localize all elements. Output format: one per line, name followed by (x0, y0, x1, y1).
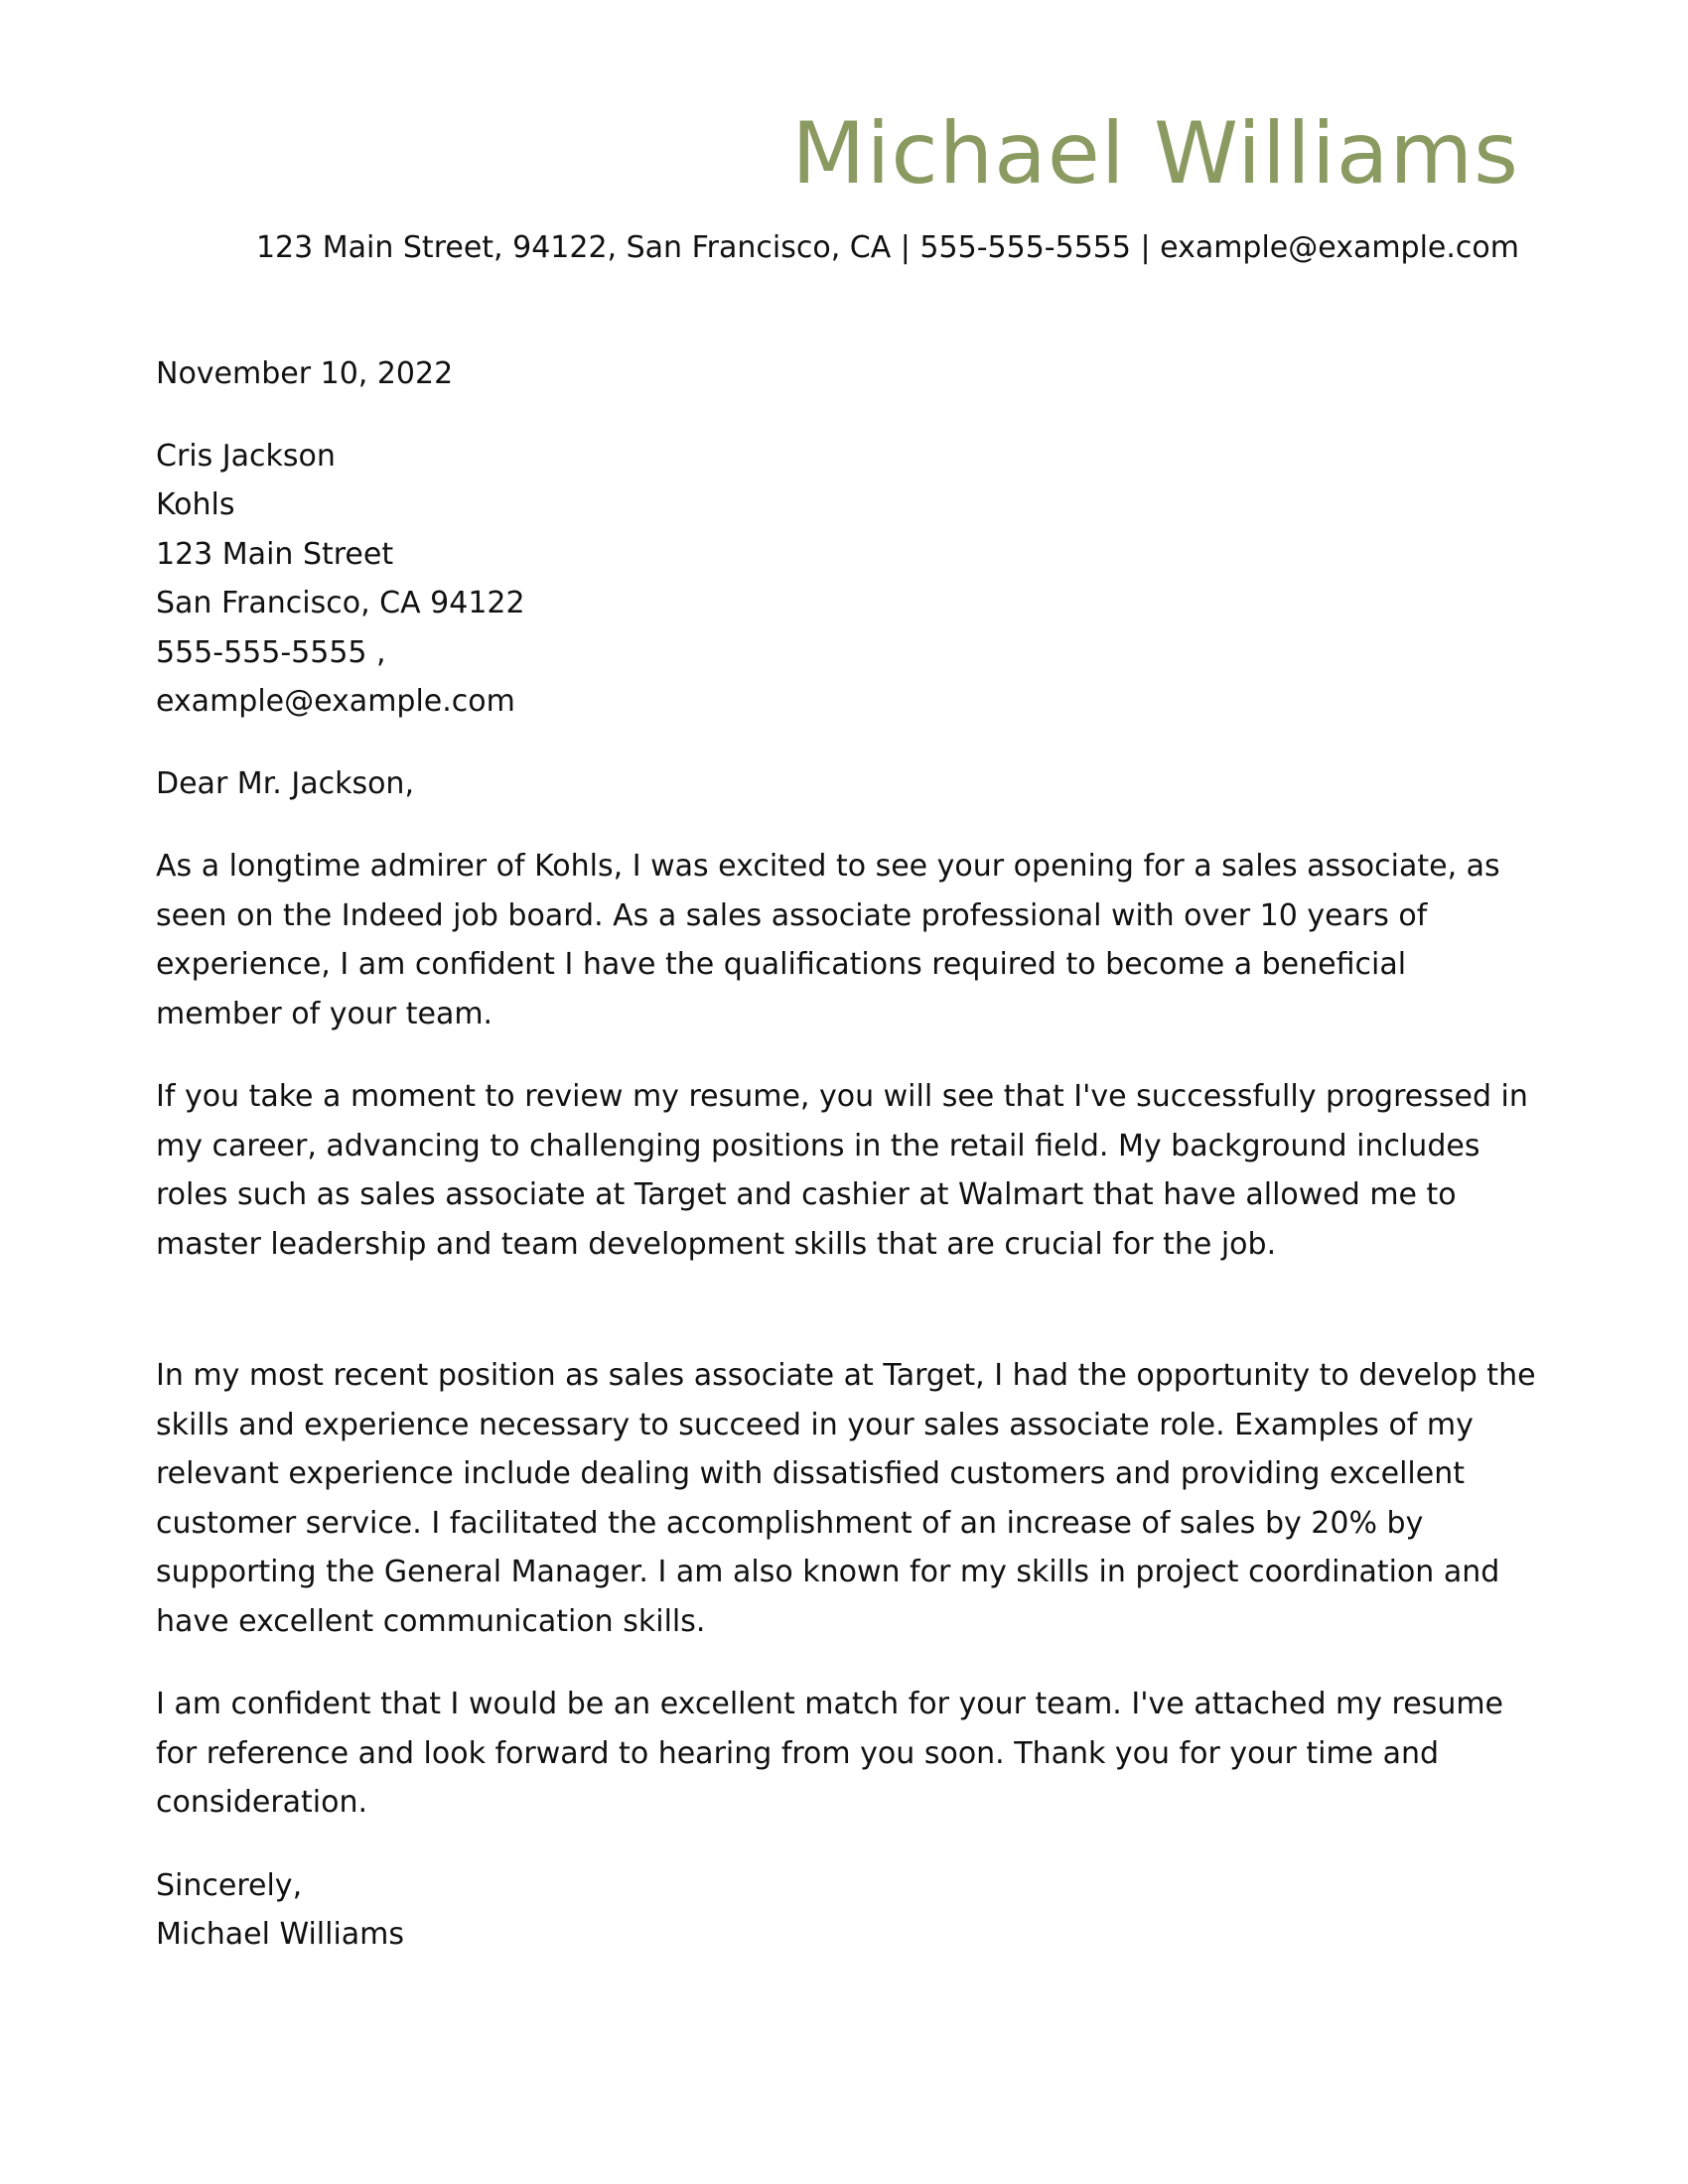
salutation: Dear Mr. Jackson, (156, 765, 414, 801)
recipient-email: example@example.com (156, 684, 515, 719)
letter-body (156, 349, 1536, 1960)
closing-block (156, 1861, 1536, 1960)
signature-name: Michael Williams (156, 1917, 405, 1952)
recipient-phone: 555-555-5555 , (156, 634, 386, 670)
sender-name: Michael Williams (791, 104, 1519, 204)
recipient-city-state-zip: San Francisco, CA 94122 (156, 586, 525, 620)
sender-contact-line: 123 Main Street, 94122, San Francisco, CA | 555-555-5555 | example@example.com (255, 230, 1519, 265)
letter-date: November 10, 2022 (156, 356, 454, 391)
letter-header (129, 99, 1519, 268)
recipient-block (156, 432, 1536, 727)
paragraph-2: If you take a moment to review my resume, you will see that I've successfully progressed in my career, advancing to challenging positions in the retail field. My background includes roles such as sales associate at Target and cashier at Walmart that have allowed me to master leadership and team development skills that are crucial for the job. (156, 1079, 1528, 1262)
paragraph-4: I am confident that I would be an excellent match for your team. I've attached my resume for reference and look forward to hearing from you soon. Thank you for your time and consideration. (156, 1687, 1504, 1820)
paragraph-3: In my most recent position as sales associate at Target, I had the opportunity to develop the skills and experience necessary to succeed in your sales associate role. Examples of my relevant experience include dealing with dissatisfied customers and providing excellent customer service. I facilitated the accomplishment of an increase of sales by 20% by supporting the General Manager. I am also known for my skills in project coordination and have excellent communication skills. (156, 1358, 1536, 1639)
recipient-company: Kohls (156, 487, 235, 522)
recipient-street: 123 Main Street (156, 536, 394, 572)
paragraph-1: As a longtime admirer of Kohls, I was excited to see your opening for a sales associate, as seen on the Indeed job board. As a sales associate professional with over 10 years of experience, I am confident I have the qualifications required to become a beneficial member of your team. (156, 849, 1500, 1031)
recipient-name: Cris Jackson (156, 438, 336, 474)
closing: Sincerely, (156, 1867, 303, 1903)
